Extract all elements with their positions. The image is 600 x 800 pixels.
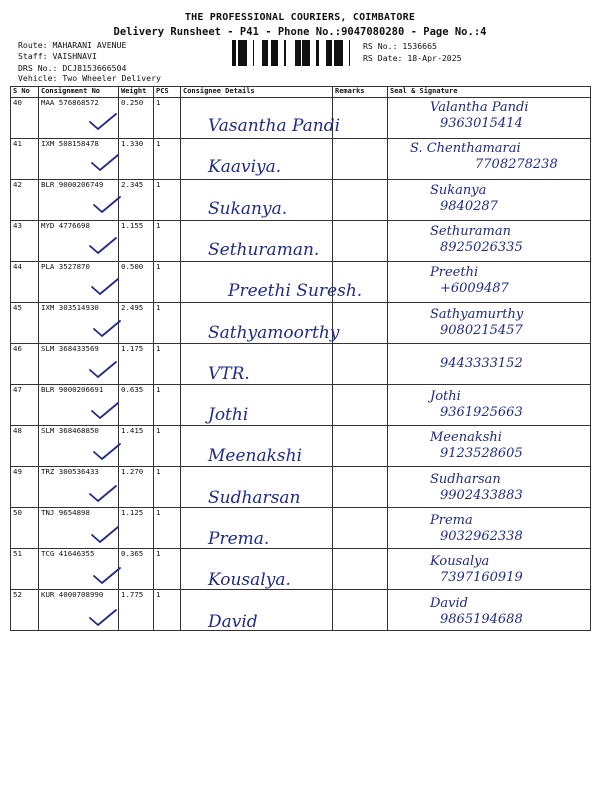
cell-remarks <box>333 98 388 139</box>
tick-mark-icon <box>88 608 118 628</box>
cell-pcs: 1 <box>154 467 181 508</box>
barcode <box>232 40 356 66</box>
cell-weight: 1.175 <box>119 344 154 385</box>
cell-weight: 1.775 <box>119 590 154 631</box>
cell-pcs: 1 <box>154 344 181 385</box>
consignee-phone: 9443333152 <box>440 355 523 371</box>
tick-mark-icon <box>88 484 118 504</box>
tick-mark-icon <box>92 195 122 215</box>
consignee-phone: 9080215457 <box>440 322 523 338</box>
cell-sno: 44 <box>11 262 39 303</box>
cell-weight: 0.500 <box>119 262 154 303</box>
cell-sno: 48 <box>11 426 39 467</box>
cell-pcs: 1 <box>154 426 181 467</box>
page-title: THE PROFESSIONAL COURIERS, COIMBATORE <box>184 12 416 23</box>
consignee-name: VTR. <box>208 363 250 384</box>
consignee-name: Meenakshi <box>208 446 303 467</box>
signature: Kousalya <box>430 554 490 570</box>
cell-pcs: 1 <box>154 549 181 590</box>
cell-sno: 51 <box>11 549 39 590</box>
cell-remarks <box>333 139 388 180</box>
cell-pcs: 1 <box>154 385 181 426</box>
cell-sno: 42 <box>11 180 39 221</box>
cell-weight: 1.155 <box>119 221 154 262</box>
cell-weight: 2.345 <box>119 180 154 221</box>
signature: Sudharsan <box>430 471 501 487</box>
cell-weight: 0.365 <box>119 549 154 590</box>
cell-weight: 1.415 <box>119 426 154 467</box>
cell-pcs: 1 <box>154 508 181 549</box>
cell-pcs: 1 <box>154 221 181 262</box>
tick-mark-icon <box>92 319 122 339</box>
col-consignee-header: Consignee Details <box>181 87 333 98</box>
cell-consignment-no: SLM 368433569 <box>39 344 119 385</box>
cell-remarks <box>333 385 388 426</box>
cell-pcs: 1 <box>154 98 181 139</box>
cell-remarks <box>333 180 388 221</box>
tick-mark-icon <box>92 442 122 462</box>
consignee-phone: 8925026335 <box>440 239 523 255</box>
cell-consignment-no: KUR 4000708990 <box>39 590 119 631</box>
col-consignment-header: Consignment No <box>39 87 119 98</box>
cell-remarks <box>333 467 388 508</box>
cell-consignee <box>181 385 333 426</box>
staff-label: Staff: VAISHNAVI <box>18 51 97 61</box>
consignee-name: Kousalya. <box>208 570 291 591</box>
cell-weight: 1.125 <box>119 508 154 549</box>
cell-weight: 0.250 <box>119 98 154 139</box>
cell-weight: 0.635 <box>119 385 154 426</box>
tick-mark-icon <box>92 566 122 586</box>
consignee-phone: +6009487 <box>440 281 509 297</box>
col-weight-header: Weight <box>119 87 154 98</box>
drs-label: DRS No.: DCJ8153666504 <box>18 63 127 73</box>
cell-pcs: 1 <box>154 139 181 180</box>
consignee-phone: 9032962338 <box>440 529 523 544</box>
consignee-name: Prema. <box>208 529 270 549</box>
vehicle-label: Vehicle: Two Wheeler Delivery <box>18 73 161 83</box>
tick-mark-icon <box>88 112 118 132</box>
cell-consignee <box>181 344 333 385</box>
rs-date: RS Date: 18-Apr-2025 <box>363 53 462 63</box>
cell-sno: 50 <box>11 508 39 549</box>
signature: Sukanya <box>430 182 487 198</box>
cell-remarks <box>333 549 388 590</box>
cell-consignment-no: BLR 9000206691 <box>39 385 119 426</box>
signature: Sathyamurthy <box>430 306 524 322</box>
cell-pcs: 1 <box>154 180 181 221</box>
cell-sno: 52 <box>11 590 39 631</box>
col-sno-header: S No <box>11 87 39 98</box>
cell-sno: 49 <box>11 467 39 508</box>
cell-weight: 1.270 <box>119 467 154 508</box>
signature: Prema <box>430 513 473 528</box>
signature: Preethi <box>430 265 479 281</box>
consignee-phone: 9865194688 <box>440 611 523 627</box>
tick-mark-icon <box>90 153 120 173</box>
signature: S. Chenthamarai <box>410 141 521 157</box>
tick-mark-icon <box>90 525 120 545</box>
consignee-phone: 9123528605 <box>440 446 523 462</box>
cell-consignment-no: IXM 303514930 <box>39 303 119 344</box>
cell-remarks <box>333 426 388 467</box>
cell-consignment-no: TRZ 300536433 <box>39 467 119 508</box>
signature: Meenakshi <box>430 430 502 446</box>
cell-pcs: 1 <box>154 262 181 303</box>
cell-sno: 40 <box>11 98 39 139</box>
signature: Jothi <box>430 389 461 405</box>
tick-mark-icon <box>88 236 118 256</box>
consignee-name: Sethuraman. <box>208 239 320 260</box>
runsheet-subtitle: Delivery Runsheet - P41 - Phone No.:9047080280 - Page No.:4 <box>113 26 487 38</box>
cell-consignment-no: TCG 41646355 <box>39 549 119 590</box>
signature: Valantha Pandi <box>430 100 529 115</box>
cell-sno: 43 <box>11 221 39 262</box>
cell-consignment-no: IXM 508158478 <box>39 139 119 180</box>
tick-mark-icon <box>90 401 120 421</box>
cell-pcs: 1 <box>154 590 181 631</box>
cell-consignment-no: BLR 9000206749 <box>39 180 119 221</box>
consignee-phone: 7397160919 <box>440 570 523 586</box>
col-pcs-header: PCS <box>154 87 181 98</box>
cell-sno: 41 <box>11 139 39 180</box>
cell-pcs: 1 <box>154 303 181 344</box>
consignee-name: David <box>208 611 258 632</box>
col-signature-header: Seal & Signature <box>388 87 591 98</box>
consignee-phone: 7708278238 <box>475 157 558 173</box>
cell-remarks <box>333 303 388 344</box>
cell-remarks <box>333 590 388 631</box>
consignee-name: Vasantha Pandi <box>208 116 341 136</box>
consignee-phone: 9840287 <box>440 198 498 214</box>
consignee-name: Jothi <box>208 405 249 426</box>
rs-number: RS No.: 1536665 <box>363 41 437 51</box>
cell-weight: 2.495 <box>119 303 154 344</box>
cell-remarks <box>333 344 388 385</box>
table-header-row <box>11 87 591 98</box>
consignee-name: Sathyamoorthy <box>208 322 340 343</box>
col-remarks-header: Remarks <box>333 87 388 98</box>
cell-consignment-no: PLA 3527870 <box>39 262 119 303</box>
consignee-phone: 9361925663 <box>440 405 523 421</box>
cell-sno: 46 <box>11 344 39 385</box>
consignee-name: Sudharsan <box>208 487 301 508</box>
consignee-name: Preethi Suresh. <box>228 281 363 302</box>
consignee-name: Kaaviya. <box>208 157 282 178</box>
tick-mark-icon <box>88 360 118 380</box>
signature: Sethuraman <box>430 223 511 239</box>
consignee-phone: 9363015414 <box>440 116 523 131</box>
cell-consignment-no: MAA 576868572 <box>39 98 119 139</box>
consignee-phone: 9902433883 <box>440 487 523 503</box>
cell-weight: 1.330 <box>119 139 154 180</box>
route-label: Route: MAHARANI AVENUE <box>18 40 127 50</box>
cell-consignment-no: SLM 368468850 <box>39 426 119 467</box>
cell-remarks <box>333 508 388 549</box>
consignee-name: Sukanya. <box>208 198 288 219</box>
cell-consignment-no: MYD 4776698 <box>39 221 119 262</box>
tick-mark-icon <box>90 277 120 297</box>
cell-sno: 45 <box>11 303 39 344</box>
cell-sno: 47 <box>11 385 39 426</box>
signature: David <box>430 595 468 611</box>
cell-consignment-no: TNJ 9654898 <box>39 508 119 549</box>
cell-remarks <box>333 221 388 262</box>
